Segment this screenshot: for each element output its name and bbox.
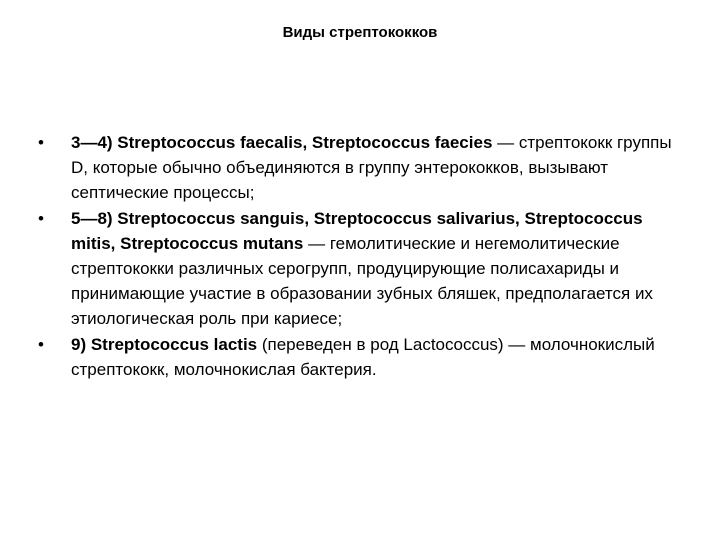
bullet-icon: •: [38, 133, 44, 152]
species-description: — гемолитические и негемолитические стрептококки различных серогрупп, продуцирующие полисахариды и принимающие участие в образовании зубных бляшек, предполагается их этиологическая роль при кариесе;: [71, 234, 653, 328]
bullet-list: [38, 130, 688, 383]
species-name: 9) Streptococcus lactis: [71, 335, 258, 354]
list-item: [38, 206, 688, 331]
species-name: 5—8) Streptococcus sanguis, Streptococcus salivarius, Streptococcus mitis, Streptococcus mutans: [71, 209, 643, 253]
slide-title: Виды стрептококков: [282, 24, 438, 41]
bullet-icon: •: [38, 209, 44, 228]
bullet-icon: •: [38, 335, 44, 354]
species-description: (переведен в род Lactococcus) — молочнокислый стрептококк, молочнокислая бактерия.: [71, 335, 655, 379]
species-description: — стрептококк группы D, которые обычно объединяются в группу энтерококков, вызывают септические процессы;: [71, 133, 672, 202]
list-item: [38, 332, 688, 382]
species-name: 3—4) Streptococcus faecalis, Streptococcus faecies: [71, 133, 493, 152]
list-item: [38, 130, 688, 205]
